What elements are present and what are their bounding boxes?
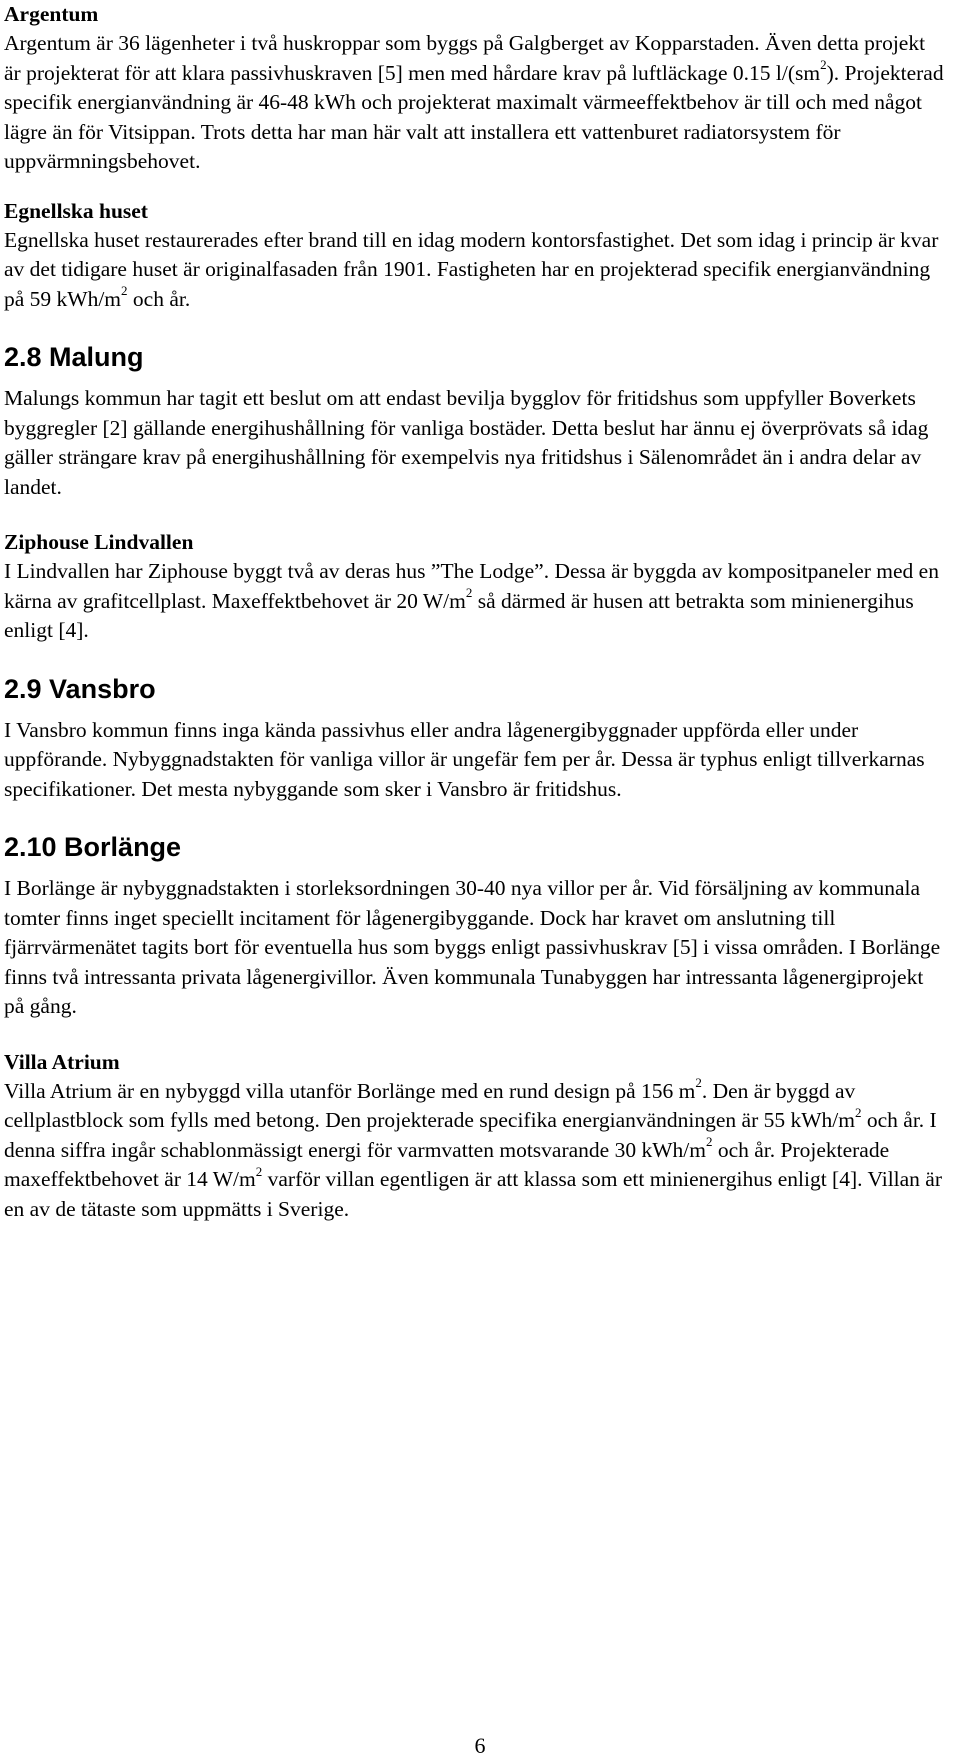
- superscript: 2: [854, 1104, 862, 1120]
- superscript: 2: [705, 1134, 713, 1150]
- paragraph-egnellska: [4, 226, 944, 315]
- spacer: [4, 502, 944, 528]
- paragraph-malung: Malungs kommun har tagit ett beslut om att endast bevilja bygglov för fritidshus som uppfyller Boverkets byggregler [2] gällande energihushållning för vanliga bostäder. Detta beslut har ännu ej överprövats så idag gäller strängare krav på energihushållning för exempelvis nya fritidshus i Sälenområdet än i andra delar av landet.: [4, 386, 929, 499]
- ziphouse-text-tail: så därmed är husen att betrakta som minienergihus enligt [4].: [4, 588, 914, 642]
- egnellska-text-tail: och år.: [127, 286, 191, 311]
- spacer: [4, 177, 944, 197]
- heading-vansbro: 2.9 Vansbro: [4, 673, 156, 704]
- heading-malung: 2.8 Malung: [4, 342, 144, 372]
- argentum-text-tail: ). Projekterad specifik energianvändning är 46-48 kWh och projekterat maximalt värmeeffektbehov är till och med något lägre än för Vitsippan. Trots detta har man här valt att installera ett vattenburet radiatorsystem för uppvärmningsbehovet.: [4, 60, 944, 173]
- heading-borlange: 2.10 Borlänge: [4, 832, 182, 862]
- superscript: 2: [255, 1163, 263, 1179]
- superscript: 2: [465, 585, 473, 601]
- villa-atrium-text-e: varför villan egentligen är att klassa som ett minienergihus enligt [4]. Villan är en av de tätaste som uppmätts i Sverige.: [4, 1167, 943, 1221]
- spacer: [4, 314, 944, 340]
- spacer: [4, 804, 944, 830]
- villa-atrium-text-d: och år. Projekterade maxeffektbehovet är 14 W/m: [4, 1137, 890, 1191]
- heading-ziphouse: Ziphouse Lindvallen: [4, 530, 194, 554]
- page-number: 6: [474, 1733, 486, 1758]
- spacer: [4, 864, 944, 874]
- paragraph-argentum: [4, 29, 944, 177]
- argentum-text: Argentum är 36 lägenheter i två huskroppar som byggs på Galgberget av Kopparstaden. Även detta projekt är projekterat för att klara passivhuskraven [5] men med hårdare krav på luftläckage 0.15 l/(sm: [4, 31, 926, 85]
- paragraph-ziphouse: [4, 557, 944, 646]
- spacer: [4, 1022, 944, 1048]
- superscript: 2: [695, 1075, 702, 1091]
- spacer: [4, 706, 944, 716]
- villa-atrium-text-b: . Den är byggd av cellplastblock som fylls med betong. Den projekterade specifika energianvändningen är 55 kWh/m: [4, 1078, 856, 1132]
- superscript: 2: [820, 57, 827, 73]
- page-content: [4, 0, 944, 1224]
- heading-egnellska: Egnellska huset: [4, 198, 148, 223]
- paragraph-vansbro: I Vansbro kommun finns inga kända passivhus eller andra lågenergibyggnader uppförda eller under uppförande. Nybyggnadstakten för vanliga villor är ungefär fem per år. Dessa är typhus enligt tillverkarnas specifikationer. Det mesta nybyggande som sker i Vansbro är fritidshus.: [4, 717, 925, 801]
- spacer: [4, 374, 944, 384]
- heading-villa-atrium: Villa Atrium: [4, 1049, 120, 1074]
- superscript: 2: [121, 283, 128, 299]
- villa-atrium-text-a: Villa Atrium är en nybyggd villa utanför Borlänge med en rund design på 156 m: [4, 1078, 696, 1103]
- paragraph-villa-atrium: [4, 1077, 944, 1225]
- villa-atrium-text-c: och år. I denna siffra ingår schablonmässigt energi för varmvatten motsvarande 30 kWh/m: [4, 1108, 937, 1162]
- egnellska-text: Egnellska huset restaurerades efter brand till en idag modern kontorsfastighet. Det som idag i princip är kvar av det tidigare huset är originalfasaden från 1901. Fastigheten har en projekterad specifik energianvändning på 59 kWh/m: [4, 227, 939, 311]
- paragraph-borlange: I Borlänge är nybyggnadstakten i storleksordningen 30-40 nya villor per år. Vid försäljning av kommunala tomter finns inget speciellt incitament för lågenergibyggande. Dock har kravet om anslutning till fjärrvärmenätet tagits bort för eventuella hus som byggs enligt passivhuskrav [5] i vissa områden. I Borlänge finns två intressanta privata lågenergivillor. Även kommunala Tunabyggen har intressanta lågenergiprojekt på gång.: [4, 876, 941, 1018]
- spacer: [4, 646, 944, 672]
- heading-argentum: Argentum: [4, 2, 99, 26]
- ziphouse-text: I Lindvallen har Ziphouse byggt två av deras hus ”The Lodge”. Dessa är byggda av kompositpaneler med en kärna av grafitcellplast. Maxeffektbehovet är 20 W/m: [4, 559, 939, 613]
